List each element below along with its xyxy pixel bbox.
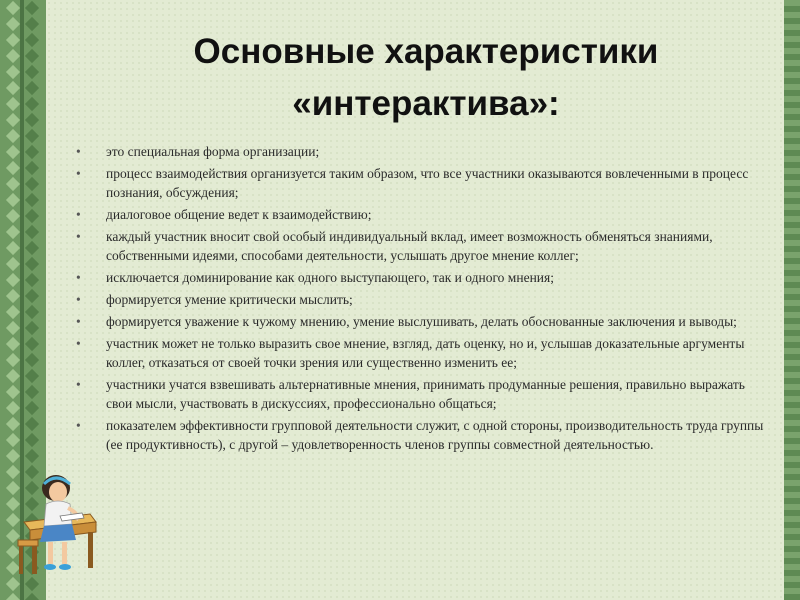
bullet-text: показателем эффективности групповой деятельности служит, с одной стороны, производительность труда группы (ее продуктивность), с другой – удовлетворенность членов группы совместной деятельностью. (106, 418, 764, 452)
bullet-item (76, 268, 766, 287)
bullet-text: процесс взаимодействия организуется таким образом, что все участники оказываются вовлеченными в процесс познания, обсуждения; (106, 166, 749, 200)
bullet-icon: • (76, 229, 81, 244)
bullet-list (76, 142, 766, 457)
bullet-icon: • (76, 418, 81, 433)
right-decorative-border (784, 0, 800, 600)
bullet-icon: • (76, 377, 81, 392)
bullet-text: формируется умение критически мыслить; (106, 292, 353, 307)
bullet-icon: • (76, 270, 81, 285)
girl-at-desk-icon (10, 470, 100, 580)
bullet-text: участники учатся взвешивать альтернативные мнения, принимать продуманные решения, правильно выражать свои мысли, участвовать в дискуссиях, профессионально общаться; (106, 377, 745, 411)
bullet-text: это специальная форма организации; (106, 144, 320, 159)
bullet-icon: • (76, 144, 81, 159)
slide-content (46, 0, 784, 600)
bullet-item (76, 312, 766, 331)
title-line-2: «интерактива»: (292, 84, 560, 123)
bullet-item (76, 334, 766, 372)
slide-title (106, 26, 746, 130)
bullet-text: формируется уважение к чужому мнению, умение выслушивать, делать обоснованные заключения и выводы; (106, 314, 737, 329)
bullet-item (76, 290, 766, 309)
bullet-icon: • (76, 292, 81, 307)
bullet-icon: • (76, 314, 81, 329)
bullet-text: участник может не только выразить свое мнение, взгляд, дать оценку, но и, услышав доказательные аргументы коллег, отказаться от своей точки зрения или существенно изменить ее; (106, 336, 745, 370)
bullet-icon: • (76, 336, 81, 351)
bullet-text: диалоговое общение ведет к взаимодействию; (106, 207, 372, 222)
bullet-text: исключается доминирование как одного выступающего, так и одного мнения; (106, 270, 554, 285)
bullet-item (76, 227, 766, 265)
bullet-item (76, 416, 766, 454)
title-line-1: Основные характеристики (193, 32, 659, 71)
bullet-text: каждый участник вносит свой особый индивидуальный вклад, имеет возможность обменяться знаниями, собственными идеями, способами деятельности, услышать другое мнение коллег; (106, 229, 713, 263)
bullet-item (76, 164, 766, 202)
bullet-icon: • (76, 207, 81, 222)
bullet-item (76, 205, 766, 224)
bullet-item (76, 142, 766, 161)
bullet-item (76, 375, 766, 413)
bullet-icon: • (76, 166, 81, 181)
